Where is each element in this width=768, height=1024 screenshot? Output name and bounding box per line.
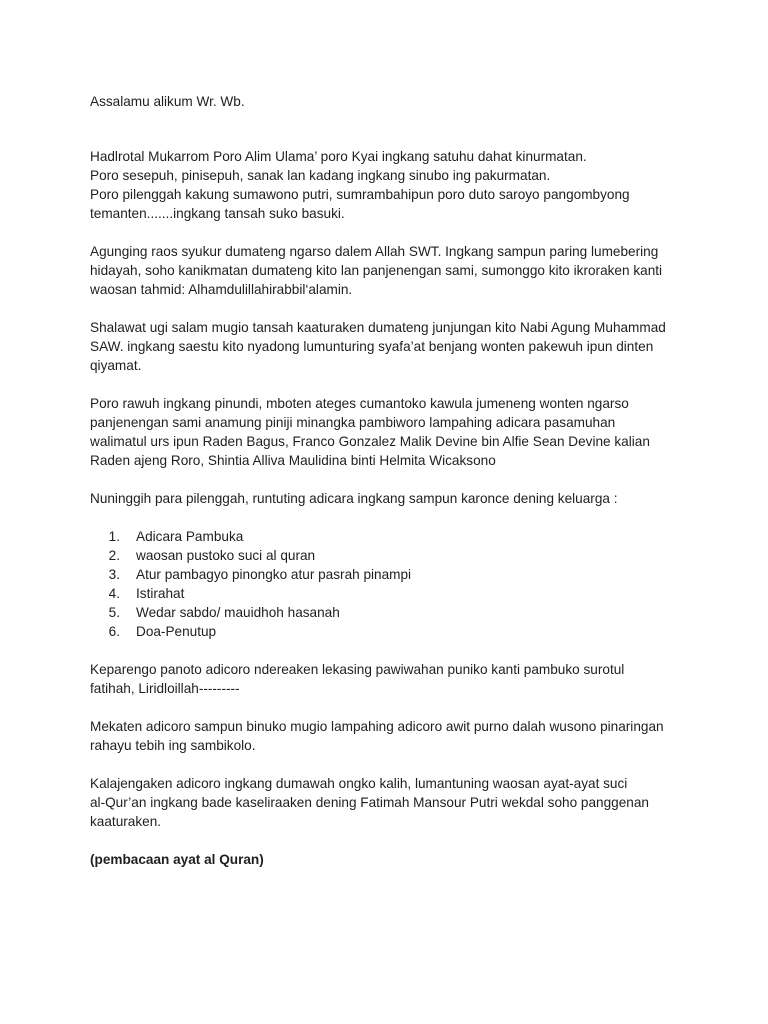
- purpose-line: Poro rawuh ingkang pinundi, mboten ateges cumantoko kawula jumeneng wonten ngarso: [90, 396, 629, 411]
- list-item: [90, 527, 708, 546]
- purpose-line: panjenengan sami anamung piniji minangka pambiworo lampahing adicara pasamuhan: [90, 415, 616, 430]
- list-item: [90, 565, 708, 584]
- purpose-paragraph: [90, 394, 708, 470]
- list-number: 6.: [108, 624, 120, 639]
- list-label: waosan pustoko suci al quran: [136, 548, 316, 563]
- closing-opening-line: Mekaten adicoro sampun binuko mugio lampahing adicoro awit purno dalah wusono pinaringan: [90, 719, 664, 734]
- address-line: temanten.......ingkang tansah suko basuki.: [90, 206, 345, 221]
- list-item: [90, 622, 708, 641]
- list-label: Atur pambagyo pinongko atur pasrah pinampi: [136, 567, 412, 582]
- address-line: Poro pilenggah kakung sumawono putri, sumrambahipun poro duto saroyo pangombyong: [90, 187, 630, 202]
- list-label: Istirahat: [136, 586, 185, 601]
- next-event-paragraph: [90, 774, 708, 831]
- address-paragraph: [90, 147, 708, 223]
- opening-line: fatihah, Liridloillah---------: [90, 681, 240, 696]
- purpose-line: Raden ajeng Roro, Shintia Alliva Maulidina binti Helmita Wicaksono: [90, 453, 496, 468]
- list-item: [90, 603, 708, 622]
- opening-line: Keparengo panoto adicoro ndereaken lekasing pawiwahan puniko kanti pambuko surotul: [90, 662, 625, 677]
- list-number: 1.: [108, 529, 120, 544]
- address-line: Hadlrotal Mukarrom Poro Alim Ulama’ poro Kyai ingkang satuhu dahat kinurmatan.: [90, 149, 587, 164]
- list-label: Adicara Pambuka: [136, 529, 244, 544]
- shalawat-line: SAW. ingkang saestu kito nyadong lumunturing syafa’at benjang wonten pakewuh ipun dinten: [90, 339, 654, 354]
- list-number: 3.: [108, 567, 120, 582]
- shalawat-line: Shalawat ugi salam mugio tansah kaaturaken dumateng junjungan kito Nabi Agung Muhammad: [90, 320, 666, 335]
- list-item: [90, 546, 708, 565]
- next-event-line: al-Qur’an ingkang bade kaseliraaken dening Fatimah Mansour Putri wekdal soho panggenan: [90, 795, 649, 810]
- agenda-list: [90, 527, 708, 641]
- gratitude-line: hidayah, soho kanikmatan dumateng kito lan panjenengan sami, sumonggo kito ikroraken kanti: [90, 263, 663, 278]
- next-event-line: Kalajengaken adicoro ingkang dumawah ongko kalih, lumantuning waosan ayat-ayat suci: [90, 776, 628, 791]
- opening-paragraph: [90, 660, 708, 698]
- shalawat-paragraph: [90, 318, 708, 375]
- greeting: Assalamu alikum Wr. Wb.: [90, 94, 245, 109]
- list-item: [90, 584, 708, 603]
- shalawat-line: qiyamat.: [90, 358, 142, 373]
- gratitude-paragraph: [90, 242, 708, 299]
- closing-opening-line: rahayu tebih ing sambikolo.: [90, 738, 256, 753]
- agenda-intro: Nuninggih para pilenggah, runtuting adicara ingkang sampun karonce dening keluarga :: [90, 491, 618, 506]
- list-label: Doa-Penutup: [136, 624, 217, 639]
- address-line: Poro sesepuh, pinisepuh, sanak lan kadang ingkang sinubo ing pakurmatan.: [90, 168, 551, 183]
- purpose-line: walimatul urs ipun Raden Bagus, Franco Gonzalez Malik Devine bin Alfie Sean Devine kalian: [90, 434, 650, 449]
- list-label: Wedar sabdo/ mauidhoh hasanah: [136, 605, 340, 620]
- gratitude-line: Agunging raos syukur dumateng ngarso dalem Allah SWT. Ingkang sampun paring lumebering: [90, 244, 659, 259]
- next-event-line: kaaturaken.: [90, 814, 162, 829]
- list-number: 4.: [108, 586, 120, 601]
- gratitude-line: waosan tahmid: Alhamdulillahirabbil‘alamin.: [90, 282, 353, 297]
- quran-note: (pembacaan ayat al Quran): [90, 852, 264, 867]
- list-number: 5.: [108, 605, 120, 620]
- closing-opening-paragraph: [90, 717, 708, 755]
- list-number: 2.: [108, 548, 120, 563]
